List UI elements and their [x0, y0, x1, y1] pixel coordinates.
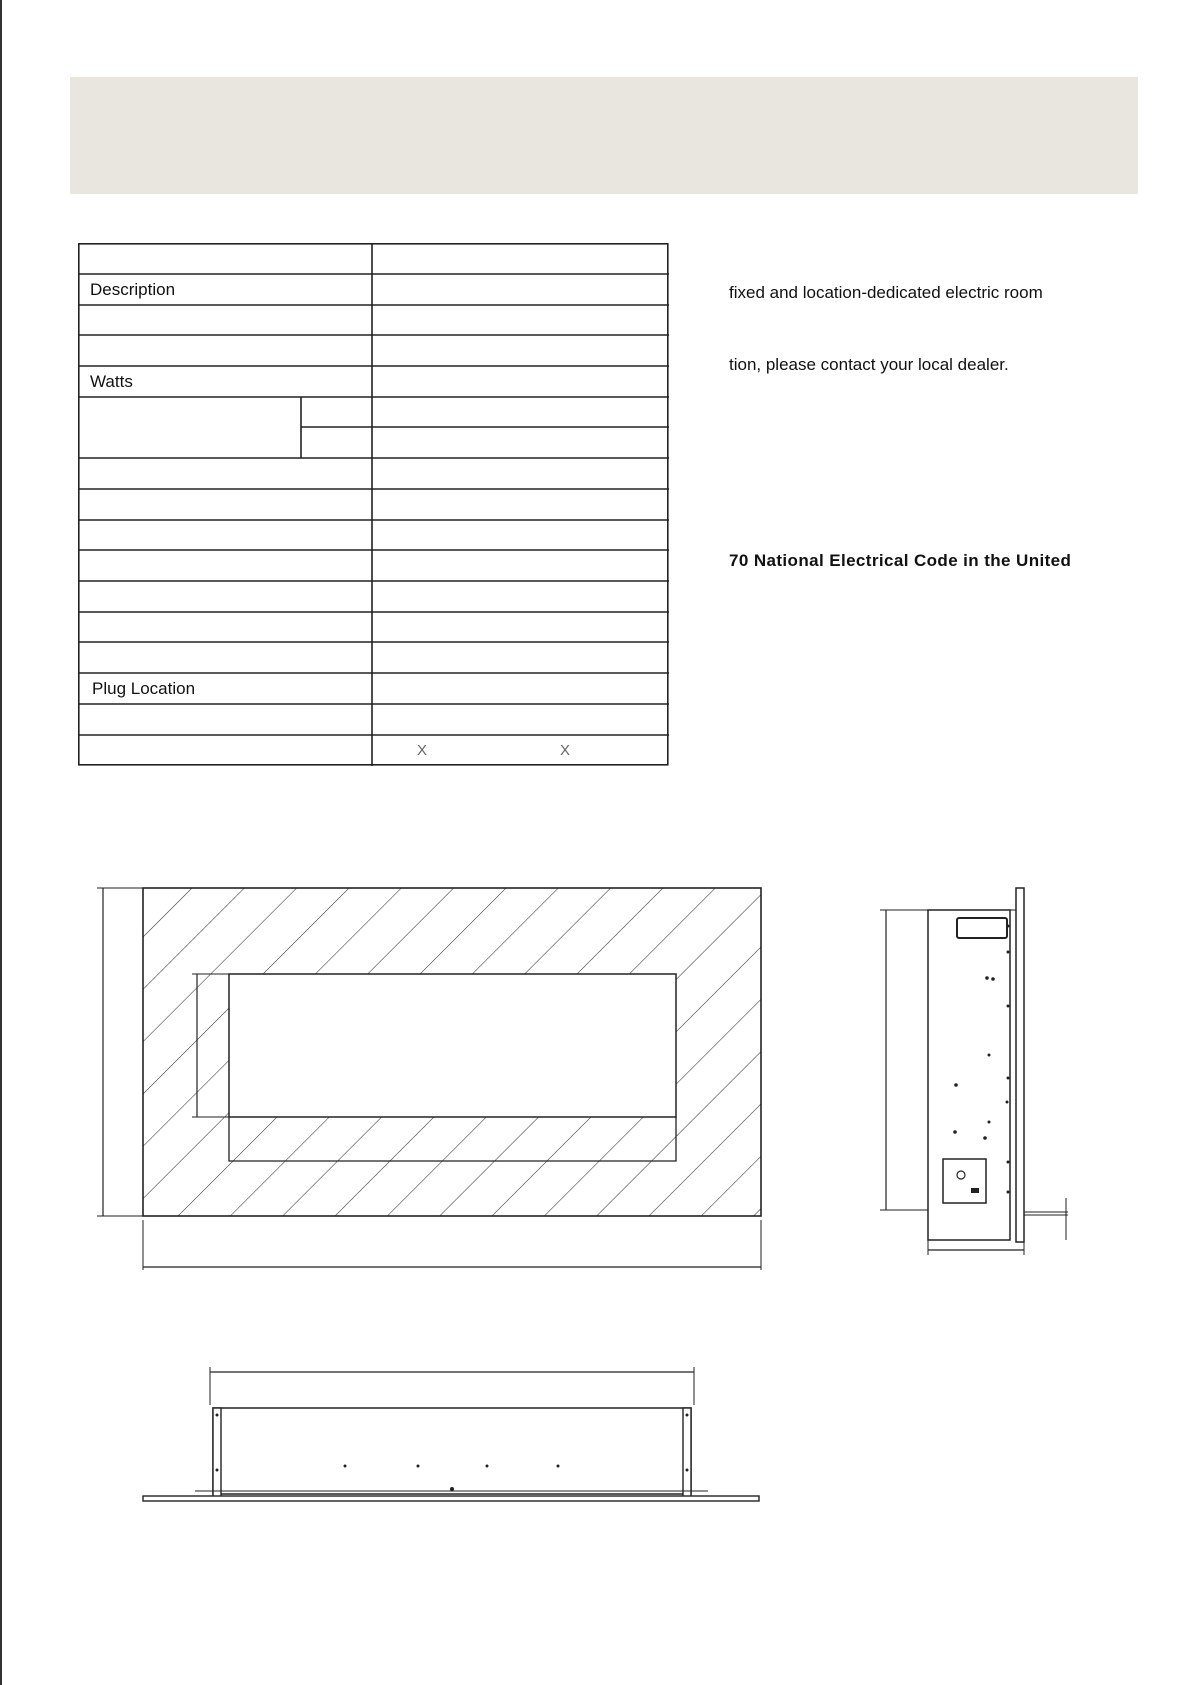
row-watts-label: Watts: [90, 372, 133, 391]
header-banner: [70, 77, 1138, 194]
row-description-label: Description: [90, 280, 176, 299]
dimension-separator-1: X: [417, 742, 428, 759]
spec-table: [78, 243, 669, 766]
side-view-drawing: [870, 880, 1070, 1260]
dealer-text-line: tion, please contact your local dealer.: [729, 355, 1009, 374]
intro-text-line: fixed and location-dedicated electric room: [729, 283, 1043, 302]
top-view-drawing: [140, 1365, 770, 1510]
dimension-separator-2: X: [560, 742, 571, 759]
front-view-drawing: [95, 880, 775, 1280]
page-edge: [0, 0, 2, 1685]
code-text-line: 70 National Electrical Code in the United: [729, 551, 1072, 570]
row-plug-location-label: Plug Location: [92, 679, 196, 698]
